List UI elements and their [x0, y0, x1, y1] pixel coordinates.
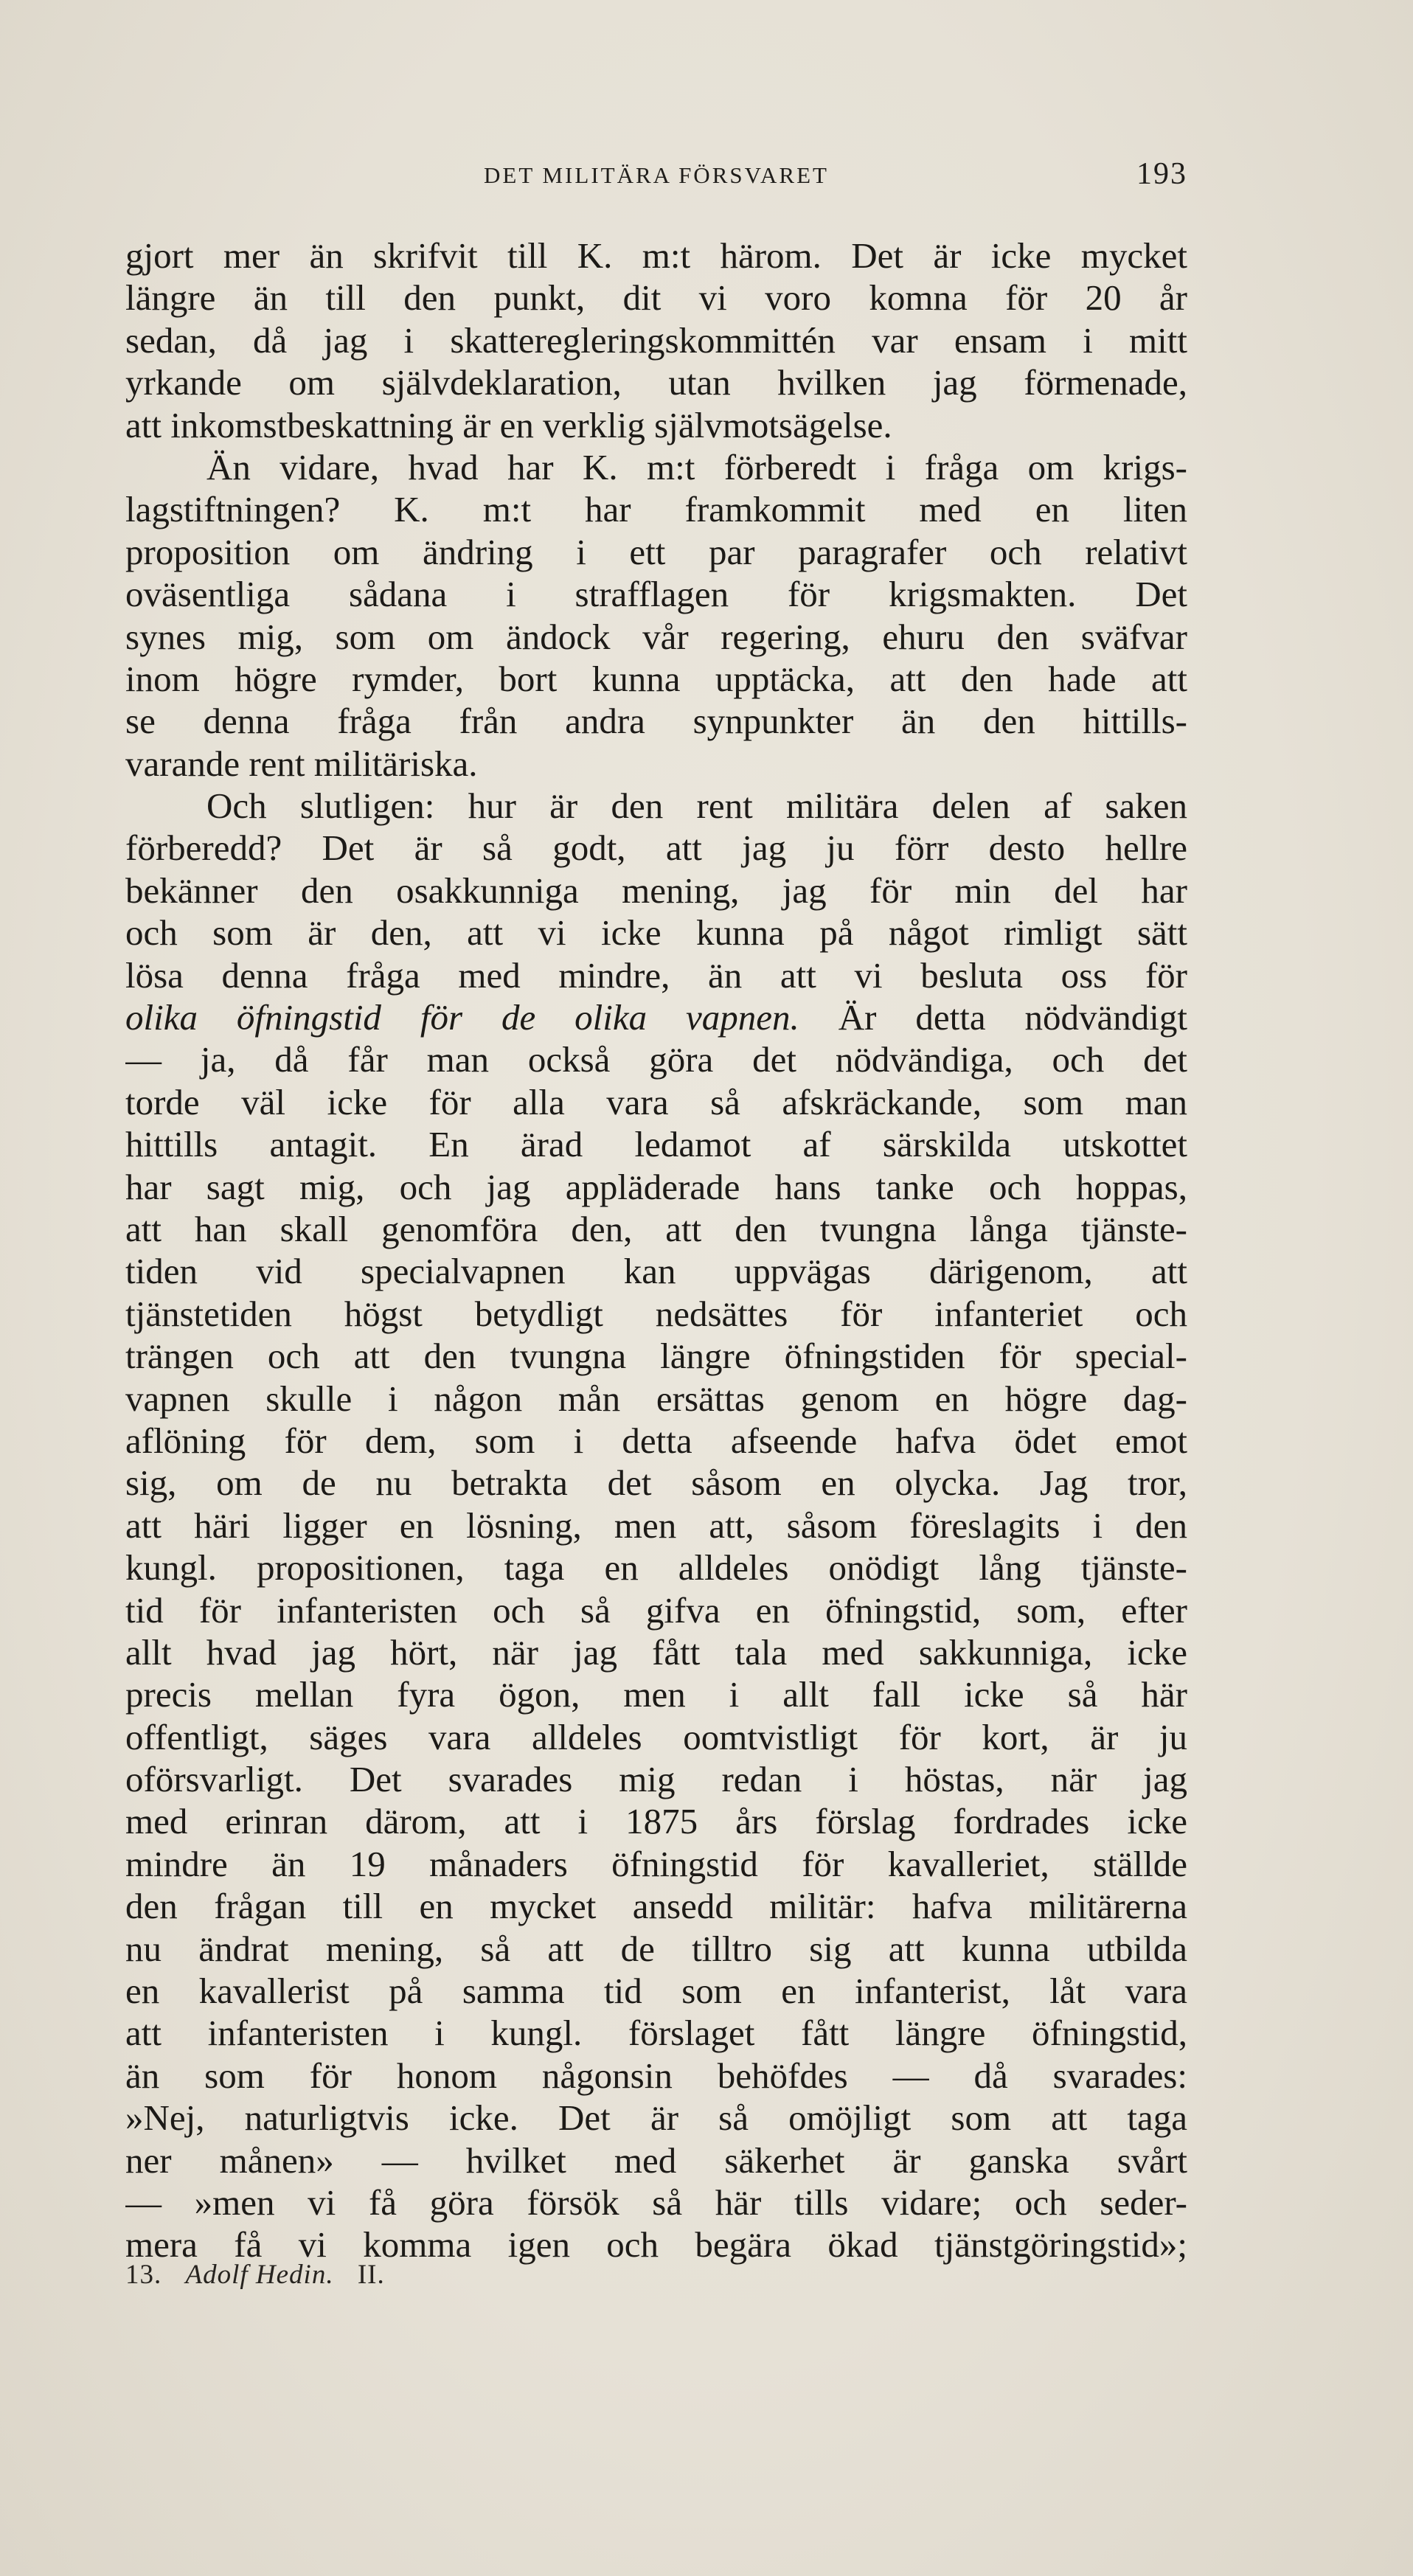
text-segment: mera få vi komma igen och begära ökad tjänstgöringstid»;	[125, 2224, 1187, 2266]
text-line	[125, 996, 1187, 1038]
text-segment: oförsvarligt. Det svarades mig redan i höstas, när jag	[125, 1759, 1187, 1800]
text-segment: ner månen» — hvilket med säkerhet är ganska svårt	[125, 2139, 1187, 2181]
text-segment: att häri ligger en lösning, men att, såsom föreslagits i den	[125, 1504, 1187, 1546]
text-line	[125, 1123, 1187, 1165]
text-line	[125, 531, 1187, 573]
text-segment: tjänstetiden högst betydligt nedsättes för infanteriet och	[125, 1293, 1187, 1334]
text-segment: trängen och att den tvungna längre öfningstiden för special-	[125, 1336, 1187, 1377]
text-segment: än som för honom någonsin behöfdes — då svarades:	[125, 2055, 1187, 2096]
text-line	[125, 616, 1187, 658]
page-number: 193	[1136, 157, 1187, 191]
text-line	[125, 2139, 1187, 2181]
text-line	[125, 1631, 1187, 1673]
text-line	[125, 1843, 1187, 1885]
text-segment: proposition om ändring i ett par paragrafer och relativt	[125, 531, 1187, 572]
text-line	[125, 1335, 1187, 1377]
running-title: DET MILITÄRA FÖRSVARET	[484, 162, 829, 188]
text-segment: Än vidare, hvad har K. m:t förberedt i fråga om krigs-	[206, 446, 1187, 487]
text-line	[125, 1928, 1187, 1970]
text-segment: har sagt mig, och jag appläderade hans tanke och hoppas,	[125, 1166, 1187, 1207]
text-line	[125, 1758, 1187, 1800]
text-line	[125, 1885, 1187, 1927]
text-line	[125, 785, 1187, 827]
text-segment: med erinran därom, att i 1875 års förslag fordrades icke	[125, 1801, 1187, 1842]
text-line	[125, 1546, 1187, 1589]
text-segment: lagstiftningen? K. m:t har framkommit med en liten	[125, 489, 1187, 530]
text-line	[125, 1462, 1187, 1504]
text-segment: yrkande om självdeklaration, utan hvilken jag förmenade,	[125, 362, 1187, 403]
text-line	[125, 658, 1187, 700]
text-segment: längre än till den punkt, dit vi voro komna för 20 år	[125, 277, 1187, 319]
text-line	[125, 446, 1187, 488]
text-segment: och som är den, att vi icke kunna på något rimligt sätt	[125, 912, 1187, 954]
text-segment: oväsentliga sådana i strafflagen för krigsmakten. Det	[125, 574, 1187, 615]
text-line	[125, 1038, 1187, 1080]
text-line	[125, 2181, 1187, 2223]
text-line	[125, 488, 1187, 530]
body-text	[125, 235, 1187, 2266]
text-segment: att inkomstbeskattning är en verklig självmotsägelse.	[125, 404, 892, 445]
text-segment: hittills antagit. En ärad ledamot af särskilda utskottet	[125, 1124, 1187, 1165]
page-footer	[125, 2259, 401, 2291]
text-segment: torde väl icke för alla vara så afskräckande, som man	[125, 1081, 1187, 1122]
text-segment: tiden vid specialvapnen kan uppvägas därigenom, att	[125, 1251, 1187, 1292]
text-line	[125, 1673, 1187, 1715]
text-line	[125, 1970, 1187, 2012]
text-line	[125, 1504, 1187, 1546]
text-line	[125, 1378, 1187, 1420]
text-line	[125, 1166, 1187, 1208]
text-segment: Och slutligen: hur är den rent militära delen af saken	[206, 785, 1187, 827]
text-segment: — ja, då får man också göra det nödvändiga, och det	[125, 1039, 1187, 1080]
text-segment: — »men vi få göra försök så här tills vidare; och seder-	[125, 2181, 1187, 2223]
text-segment: vapnen skulle i någon mån ersättas genom en högre dag-	[125, 1378, 1187, 1419]
text-line	[125, 2055, 1187, 2097]
text-line	[125, 235, 1187, 277]
text-segment: förberedd? Det är så godt, att jag ju förr desto hellre	[125, 827, 1187, 869]
text-segment: sedan, då jag i skatteregleringskommittén var ensam i mitt	[125, 319, 1187, 361]
text-segment: bekänner den osakkunniga mening, jag för min del har	[125, 869, 1187, 911]
text-segment: mindre än 19 månaders öfningstid för kavalleriet, ställde	[125, 1843, 1187, 1884]
text-line	[125, 1208, 1187, 1250]
text-segment: inom högre rymder, bort kunna upptäcka, att den hade att	[125, 658, 1187, 699]
text-line	[125, 1081, 1187, 1123]
text-line	[125, 912, 1187, 954]
text-line	[125, 2097, 1187, 2139]
text-segment: Är detta nödvändigt	[799, 997, 1187, 1038]
text-line	[125, 869, 1187, 912]
text-line	[125, 404, 1187, 446]
text-line	[125, 1800, 1187, 1842]
text-line	[125, 700, 1187, 742]
text-line	[125, 1293, 1187, 1335]
text-segment: en kavallerist på samma tid som en infanterist, låt vara	[125, 1971, 1187, 2012]
page-header	[125, 156, 1187, 201]
footer-volume: II.	[357, 2260, 385, 2290]
text-segment: att infanteristen i kungl. förslaget fått längre öfningstid,	[125, 2013, 1187, 2054]
text-segment: se denna fråga från andra synpunkter än den hittills-	[125, 701, 1187, 742]
text-segment: att han skall genomföra den, att den tvungna långa tjänste-	[125, 1208, 1187, 1249]
text-segment: allt hvad jag hört, när jag fått tala med sakkunniga, icke	[125, 1631, 1187, 1673]
text-line	[125, 827, 1187, 869]
text-line	[125, 361, 1187, 403]
text-line	[125, 1250, 1187, 1292]
text-line	[125, 573, 1187, 615]
text-line	[125, 1589, 1187, 1631]
signature-number: 13.	[125, 2260, 162, 2290]
text-segment: »Nej, naturligtvis icke. Det är så omöjligt som att taga	[125, 2097, 1187, 2139]
text-line	[125, 2012, 1187, 2054]
text-segment: olika öfningstid för de olika vapnen.	[125, 997, 799, 1038]
text-line	[125, 319, 1187, 361]
text-segment: offentligt, säges vara alldeles oomtvistligt för kort, är ju	[125, 1716, 1187, 1757]
text-segment: synes mig, som om ändock vår regering, ehuru den sväfvar	[125, 616, 1187, 657]
text-line	[125, 954, 1187, 996]
text-segment: sig, om de nu betrakta det såsom en olycka. Jag tror,	[125, 1462, 1187, 1504]
text-segment: aflöning för dem, som i detta afseende hafva ödet emot	[125, 1420, 1187, 1461]
text-segment: kungl. propositionen, taga en alldeles onödigt lång tjänste-	[125, 1547, 1187, 1589]
footer-author: Adolf Hedin.	[185, 2260, 334, 2290]
text-segment: gjort mer än skrifvit till K. m:t härom. Det är icke mycket	[125, 235, 1187, 276]
text-line	[125, 743, 1187, 785]
text-line	[125, 1420, 1187, 1462]
text-segment: tid för infanteristen och så gifva en öfningstid, som, efter	[125, 1589, 1187, 1631]
text-segment: precis mellan fyra ögon, men i allt fall icke så här	[125, 1674, 1187, 1715]
text-segment: nu ändrat mening, så att de tilltro sig att kunna utbilda	[125, 1928, 1187, 1969]
text-segment: varande rent militäriska.	[125, 743, 478, 784]
text-segment: lösa denna fråga med mindre, än att vi besluta oss för	[125, 954, 1187, 996]
text-segment: den frågan till en mycket ansedd militär: hafva militärerna	[125, 1886, 1187, 1927]
text-line	[125, 1716, 1187, 1758]
text-line	[125, 277, 1187, 319]
